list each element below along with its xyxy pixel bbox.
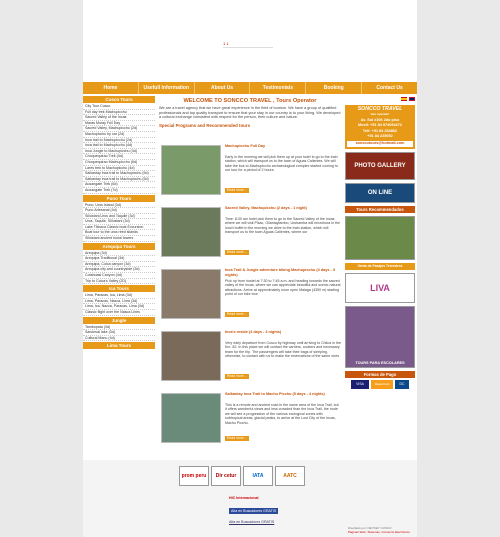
menu-item-link[interactable]: Sillustani,Uros and Taquile (3d) xyxy=(83,214,155,220)
menu-item-link[interactable]: Inca Jungle to Machupicchu (4d) xyxy=(83,149,155,155)
tour-description: Very early departure from Cusco by highway until arriving to Chilca in the Km. 82. In this place we will contact the carriers, cookers and necessary team for the trip. The passengers will take their bags of sleeping, otherwise, to contact with us to make the reservations of the same ones xyxy=(225,341,341,359)
nav-booking[interactable]: Booking xyxy=(306,82,362,94)
tour-title[interactable]: Inca Trail & Jungle adventure biking Machupicchu (4 days - 3 nights) xyxy=(225,268,335,277)
read-more-button[interactable]: Read more... xyxy=(227,250,247,254)
tour-title[interactable]: Machupicchu Full Day xyxy=(225,144,266,148)
menu-section-header: Arequipa Tours xyxy=(83,243,155,250)
photo-gallery-banner[interactable] xyxy=(345,152,415,180)
menu-section-header: Jungle xyxy=(83,317,155,324)
menu-item-link[interactable]: Ausangate Trek (6d) xyxy=(83,182,155,188)
page-background-left xyxy=(0,0,83,537)
menu-item-link[interactable]: Lima, Paracas, Nazca, Lima (3d) xyxy=(83,299,155,305)
section-subtitle: Special Programs and Recommended tours xyxy=(159,122,251,128)
tour-description: Early in the morning we will pick them up at your hotel to go to the train station, which will transport us to the town of Aguas Calientes. We will take the bus to Machupicchu archaeological complex started coming to our tour for a period of 2 hours. xyxy=(225,155,338,173)
menu-section-header: Ica Tours xyxy=(83,285,155,292)
menu-item-link[interactable]: Cotahuasi Canyon (4d) xyxy=(83,273,155,279)
contact-phone-2: +51 84 225052 xyxy=(367,134,393,139)
menu-item-link[interactable]: Lares trek to Machupicchu (4d) xyxy=(83,166,155,172)
menu-item-link[interactable]: Salkantay inca trail to Machupicchu (5d) xyxy=(83,171,155,177)
recommended-header: Tours Recommendados xyxy=(345,206,415,213)
menu-item-link[interactable]: Choquequirao Machupicchu (6d) xyxy=(83,160,155,166)
tour-card xyxy=(157,327,343,385)
contact-box xyxy=(345,105,415,149)
tour-description: Time: 8:30 am hotel pick them to go to the Sacred Valley of the Incas where we will visit Pisac, Ollantaytambo, Urubamba will microhora in the lunch buffet in the morning we drive to the train station, which will transport us to the town Aguas Calientes, where our xyxy=(225,217,341,235)
payment-header: Formas de Pago xyxy=(345,371,415,378)
menu-item-link[interactable]: Lima, Paracas, Ica, Lima (3d) xyxy=(83,293,155,299)
menu-section-header: Lima Tours xyxy=(83,342,155,349)
menu-item-link[interactable]: Inca trail to Machupicchu (4d) xyxy=(83,143,155,149)
menu-item-link[interactable]: Sacred Valley of the Incas xyxy=(83,115,155,121)
banner xyxy=(83,0,417,82)
tour-card xyxy=(157,141,343,199)
language-flags xyxy=(345,95,415,103)
recommended-photo[interactable] xyxy=(345,216,415,260)
ventas-header: Venta de Pasajes Terrestres xyxy=(345,263,415,270)
designer-credit-name: Diseñado por: NEYNEY CUSCO xyxy=(348,526,392,530)
banner-decoration: 1 1 xyxy=(223,41,229,46)
menu-item-link[interactable]: Sacred Valley, Machupicchu (2d) xyxy=(83,126,155,132)
liva-label: LIVA xyxy=(370,282,390,293)
tour-card xyxy=(157,203,343,261)
payment-cards xyxy=(345,380,415,389)
tour-description: Pick up from hostel at 7:30 to 7:45 a.m. and heading towards the sacred valley of the Incas, where we can appreciate beautiful and scenic natural attractions. Arrive at approximately noon open Malaga (4350 m) starting point of our bike tour xyxy=(225,279,341,297)
nav-testimonials[interactable]: Testimonials xyxy=(250,82,306,94)
tour-photo[interactable] xyxy=(161,269,221,319)
buscadores-button[interactable]: Alta en Buscadores GRATIS xyxy=(231,509,277,513)
menu-item-link[interactable]: Arequipa city and countryside (3d) xyxy=(83,267,155,273)
menu-item-link[interactable]: Salkantay inca trail to Machupicchu (5d) xyxy=(83,177,155,183)
aatc-logo[interactable]: AATC xyxy=(275,466,305,486)
menu-item-link[interactable]: Lake Titicaca Classic boat Excursion xyxy=(83,225,155,231)
tour-title[interactable]: Inca's reside (4 days - 3 nights) xyxy=(225,330,282,334)
iata-logo[interactable]: IATA xyxy=(243,466,273,486)
dircetur-logo[interactable]: Dir cetur xyxy=(211,466,241,486)
tour-photo[interactable] xyxy=(161,393,221,443)
menu-item-link[interactable]: Classic flight over the Nasca Lines xyxy=(83,310,155,316)
contact-subtitle: tour operator xyxy=(370,112,390,117)
menu-item-link[interactable]: Uros, Taquile, Sillustani (3d) xyxy=(83,219,155,225)
main-nav xyxy=(83,82,417,94)
tour-description: This is a remote and ancient road in the same area of the Inca Trail, but it offers wonderful views and less crowded than the Inca Trail, the route we will see a progression of the various ecological zones with subtropical areas, glacial peaks, to arrive at the Lost City of the Incas, Machu Picchu. xyxy=(225,403,339,425)
menu-item-link[interactable]: Ausangate Trek (7d) xyxy=(83,188,155,194)
tour-card xyxy=(157,265,343,323)
menu-item-link[interactable]: Arequipa (3d) xyxy=(83,251,155,257)
spanish-flag-icon[interactable] xyxy=(401,97,407,101)
mastercard-icon: MasterCard xyxy=(371,380,393,389)
tour-photo[interactable] xyxy=(161,207,221,257)
liva-banner[interactable] xyxy=(345,273,415,303)
menu-item-link[interactable]: Arequipa Traditional (3d) xyxy=(83,256,155,262)
read-more-button[interactable]: Read more... xyxy=(227,188,247,192)
escolares-label: TOURS PARA ESCOLARES xyxy=(355,360,405,365)
tour-photo[interactable] xyxy=(161,145,221,195)
menu-item-link[interactable]: Full day trek Machupicchu xyxy=(83,110,155,116)
contact-brand: SONCCO TRAVEL xyxy=(357,106,403,112)
visa-card-icon: VISA xyxy=(351,380,369,389)
nav-about-us[interactable]: About Us xyxy=(195,82,251,94)
online-banner[interactable] xyxy=(345,183,415,203)
banner-line xyxy=(223,47,273,48)
contact-phone-1: Telf: +51 84 254862 xyxy=(362,128,398,133)
diners-card-icon: DC xyxy=(395,380,409,389)
page-title: WELCOME TO SONCCO TRAVEL , Tours Operator xyxy=(183,98,317,104)
designer-credit-desc: Páginas Web, Sistemas, Comercio Electrónico xyxy=(348,530,410,534)
read-more-button[interactable]: Read more... xyxy=(227,312,247,316)
menu-item-link[interactable]: Machupicchu by car (2d) xyxy=(83,132,155,138)
tour-title[interactable]: Sacred Valley, Machupicchu (2 days - 1 night) xyxy=(225,206,307,210)
menu-item-link[interactable]: Maras Moray Full Day xyxy=(83,121,155,127)
page-background-right xyxy=(417,0,500,537)
left-sidebar xyxy=(83,95,155,460)
contact-email[interactable]: sonccotours@hotmail.com xyxy=(347,141,413,146)
contact-address: Av. Sol #106 2do piso xyxy=(360,117,400,122)
nav-useful-info[interactable]: Usefull Information xyxy=(139,82,195,94)
menu-item-link[interactable]: Choquequirao Trek (4d) xyxy=(83,154,155,160)
intro-text: We are a travel agency that we have great experience in the field of tourism. We have a group of qualified professionals and top quality transport to ensure that your stay in our country is to your liking. We developed a cultural exchange consistent with respect for the person, their culture and nature. xyxy=(159,106,341,120)
menu-item-link[interactable]: Lima, Ica, Nazca, Paracas, Lima (3d) xyxy=(83,304,155,310)
tour-title[interactable]: Salkantay Inca Trail to Machu Picchu (5 days - 4 nights) xyxy=(225,392,325,396)
designer-credit xyxy=(348,526,414,534)
menu-item-link[interactable]: Puno Artesanal (4d) xyxy=(83,208,155,214)
menu-item-link[interactable]: Sillustani ancient burial towers xyxy=(83,236,155,242)
buscadores-link[interactable]: Alta en Buscadores GRATIS xyxy=(229,520,275,524)
menu-item-link[interactable]: Inca trail to Machupicchu (2d) xyxy=(83,138,155,144)
menu-item-link[interactable]: Puno, Uros Island (3d) xyxy=(83,203,155,209)
read-more-button[interactable]: Read more... xyxy=(227,436,247,440)
right-sidebar xyxy=(345,95,415,460)
promperu-logo[interactable]: prom peru xyxy=(179,466,209,486)
menu-item-link[interactable]: Tambopata (3d) xyxy=(83,325,155,331)
tours-list xyxy=(157,141,343,451)
menu-item-link[interactable]: Cultural Manu (4d) xyxy=(83,336,155,342)
escolares-banner[interactable] xyxy=(345,306,415,368)
photo-gallery-label: PHOTO GALLERY xyxy=(354,162,406,169)
nav-home[interactable]: Home xyxy=(83,82,139,94)
page-container xyxy=(83,0,417,537)
menu-item-link[interactable]: City Tour Cusco xyxy=(83,104,155,110)
menu-section-header: Puno Tours xyxy=(83,195,155,202)
menu-item-link[interactable]: Trip to Colca's Valley (2D) xyxy=(83,279,155,285)
footer xyxy=(83,460,417,537)
menu-item-link[interactable]: Sandoval lake (3d) xyxy=(83,330,155,336)
main-content xyxy=(157,95,343,460)
menu-item-link[interactable]: Arequipa, Colca canyon (3d) xyxy=(83,262,155,268)
footer-logos xyxy=(179,466,305,486)
read-more-button[interactable]: Read more... xyxy=(227,374,247,378)
contact-movil: Movil: +51 84 974094472 xyxy=(358,123,402,128)
menu-item-link[interactable]: Boat tour to the uros reed islands xyxy=(83,230,155,236)
tour-photo[interactable] xyxy=(161,331,221,381)
online-label: ON LINE xyxy=(367,189,393,196)
tour-card xyxy=(157,389,343,447)
hic-link[interactable]: HIC Internacional xyxy=(229,496,259,500)
menu-section-header: Cusco Tours xyxy=(83,96,155,103)
nav-contact-us[interactable]: Contact Us xyxy=(376,85,403,91)
english-flag-icon[interactable] xyxy=(409,97,415,101)
